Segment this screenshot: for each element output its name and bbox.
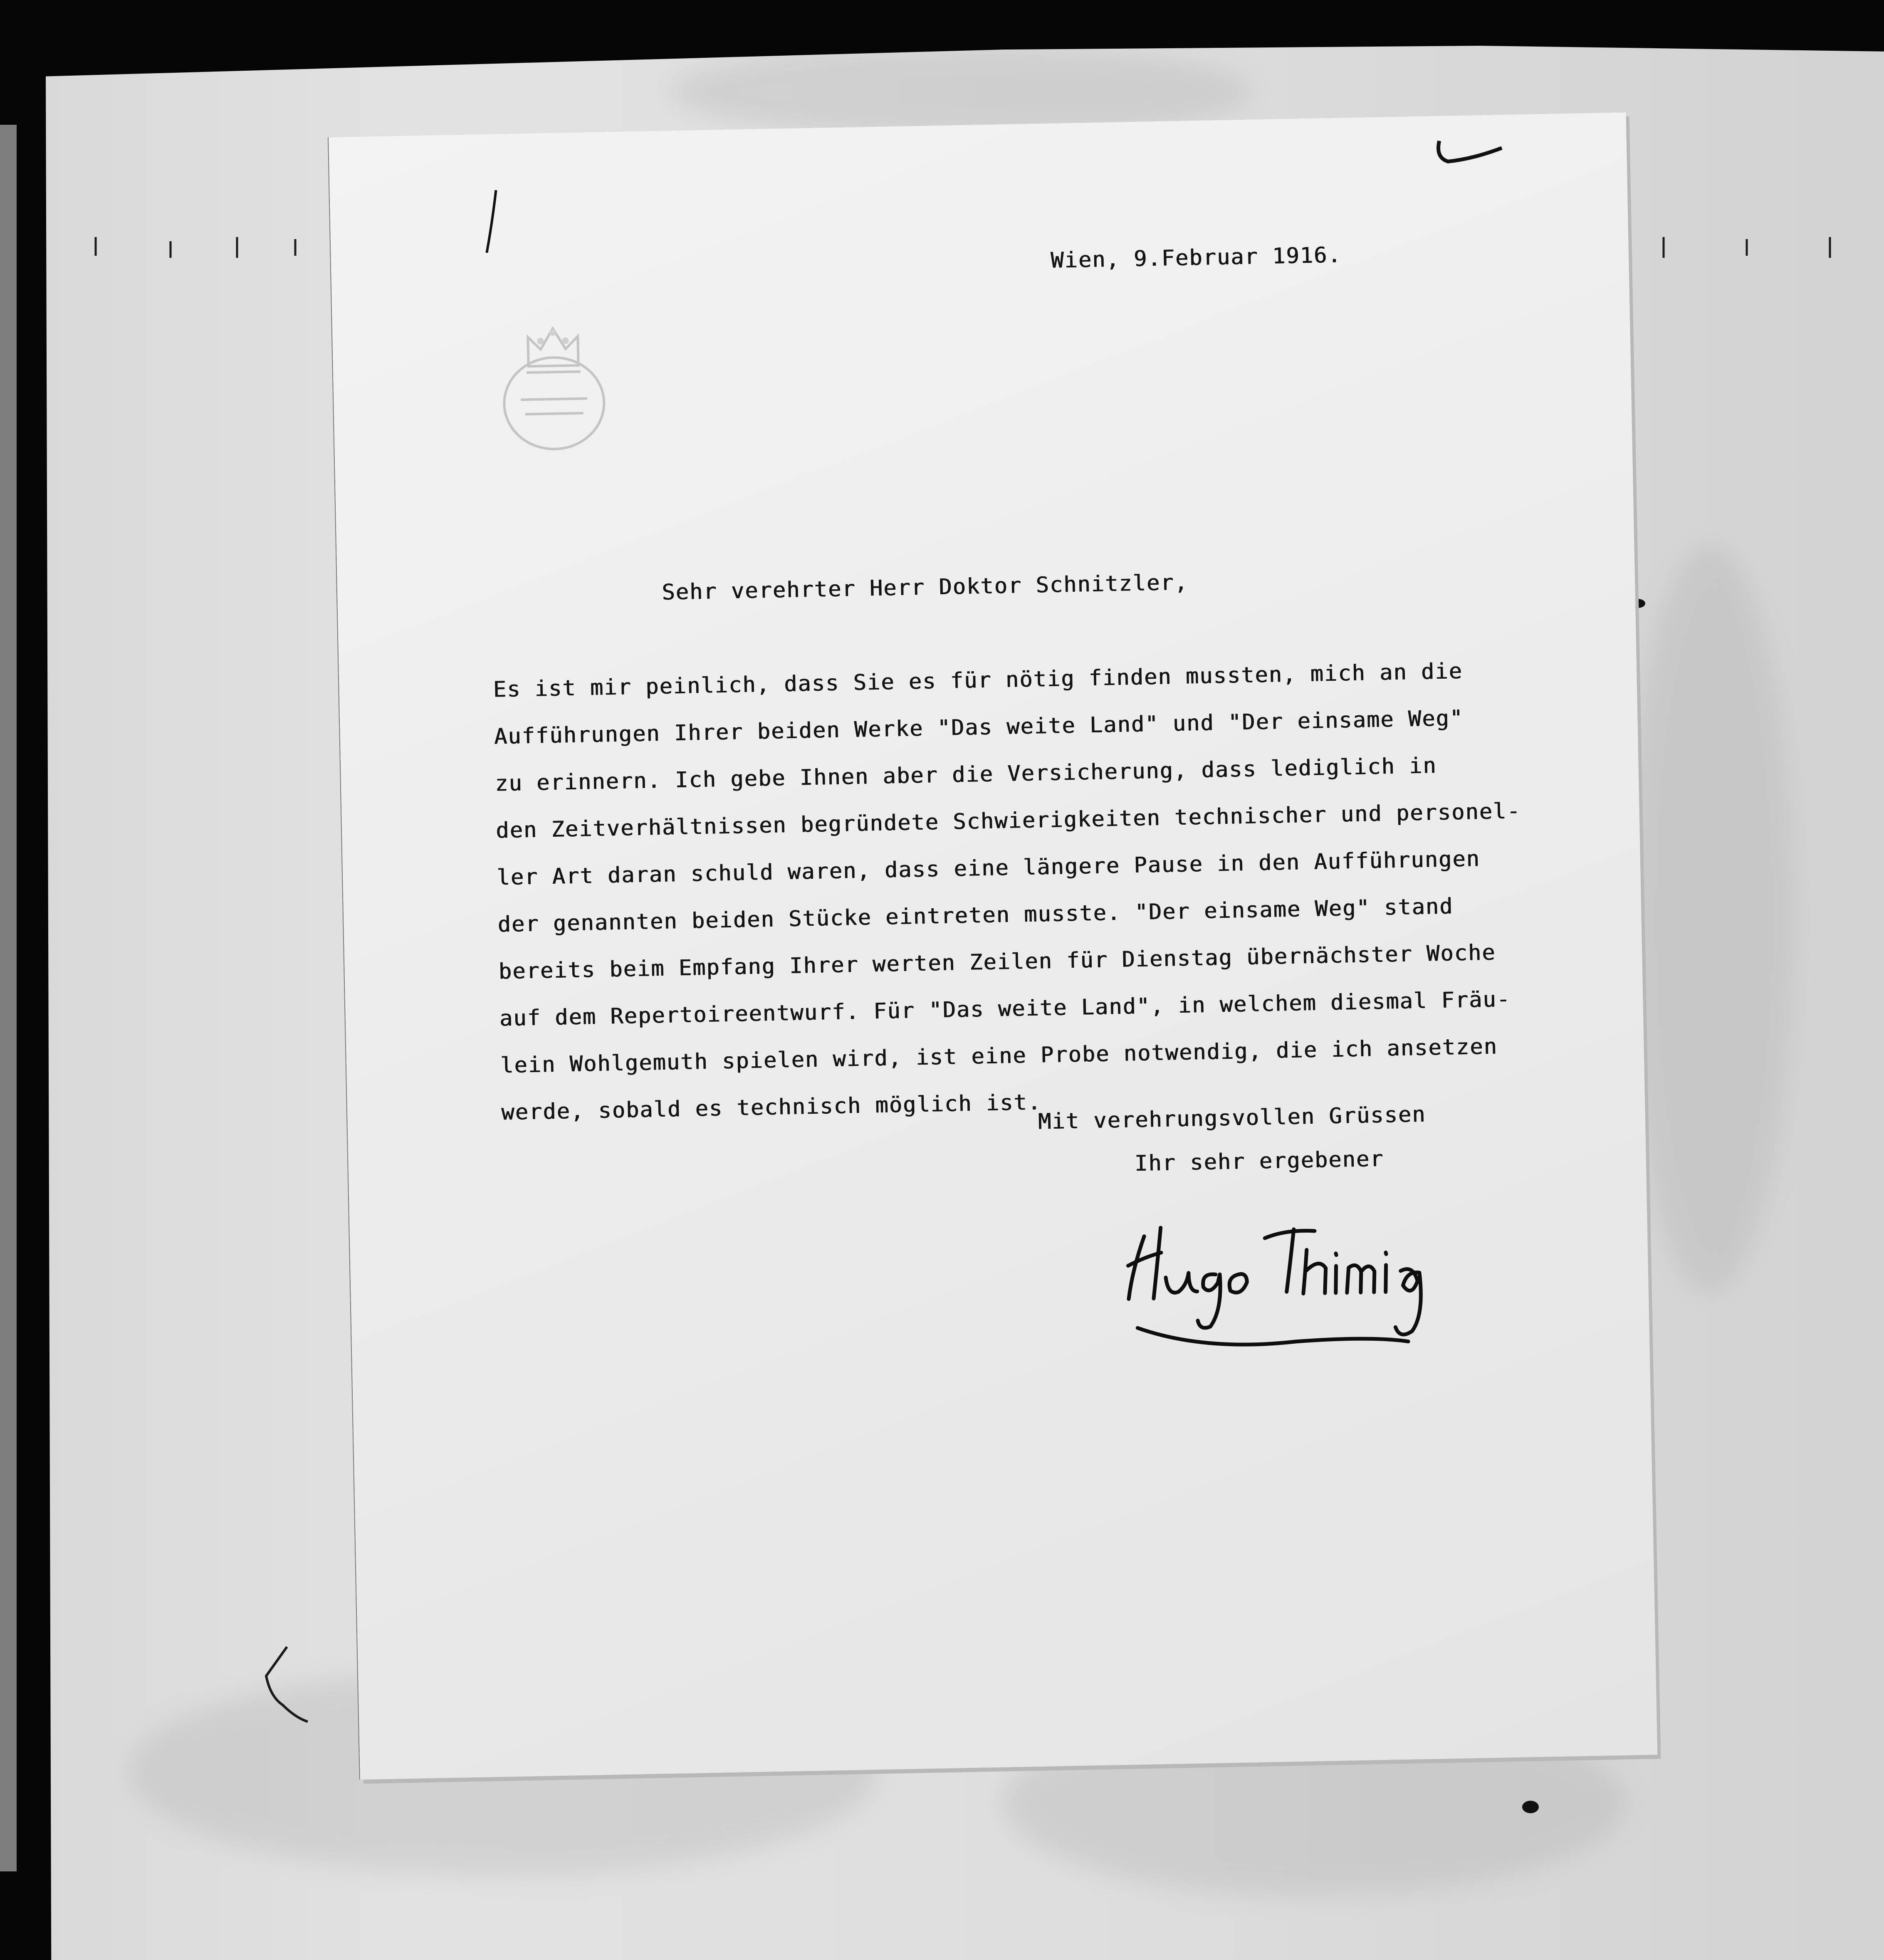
body-line: zu erinnern. Ich gebe Ihnen aber die Versicherung, dass lediglich in [494, 753, 1437, 796]
letter-signoff: Ihr sehr ergebener [1134, 1146, 1384, 1176]
letter-date: Wien, 9.Februar 1916. [1050, 242, 1342, 273]
body-line: auf dem Repertoireentwurf. Für "Das weite Land", in welchem diesmal Fräu- [499, 986, 1511, 1031]
body-line: werde, sobald es technisch möglich ist. [501, 1090, 1042, 1125]
letter-sheet [329, 112, 1657, 1780]
check-mark-icon [1431, 131, 1506, 170]
ink-speck [1522, 1801, 1539, 1813]
body-line: Es ist mir peinlich, dass Sie es für nötig finden mussten, mich an die [493, 658, 1463, 702]
body-line: Aufführungen Ihrer beiden Werke "Das weite Land" und "Der einsame Weg" [494, 705, 1464, 749]
pencil-hook-mark [254, 1643, 320, 1726]
body-line: bereits beim Empfang Ihrer werten Zeilen für Dienstag übernächster Woche [498, 940, 1496, 984]
margin-pencil-stroke [479, 188, 505, 255]
handwritten-signature [1119, 1196, 1496, 1370]
letter-body [493, 647, 1527, 1136]
body-line: ler Art daran schuld waren, dass eine längere Pause in den Aufführungen [496, 846, 1481, 890]
adjacent-sheet-edge [0, 125, 17, 1871]
body-line: den Zeitverhältnissen begründete Schwierigkeiten technischer und personel- [495, 798, 1521, 843]
embossed-crown-seal-icon [490, 315, 617, 459]
body-line: der genannten beiden Stücke eintreten musste. "Der einsame Weg" stand [497, 894, 1454, 937]
body-line: lein Wohlgemuth spielen wird, ist eine Probe notwendig, die ich ansetzen [500, 1034, 1498, 1078]
letter-salutation: Sehr verehrter Herr Doktor Schnitzler, [661, 570, 1189, 605]
pencil-mark [0, 1464, 67, 1547]
letter-closing: Mit verehrungsvollen Grüssen [1038, 1102, 1426, 1134]
